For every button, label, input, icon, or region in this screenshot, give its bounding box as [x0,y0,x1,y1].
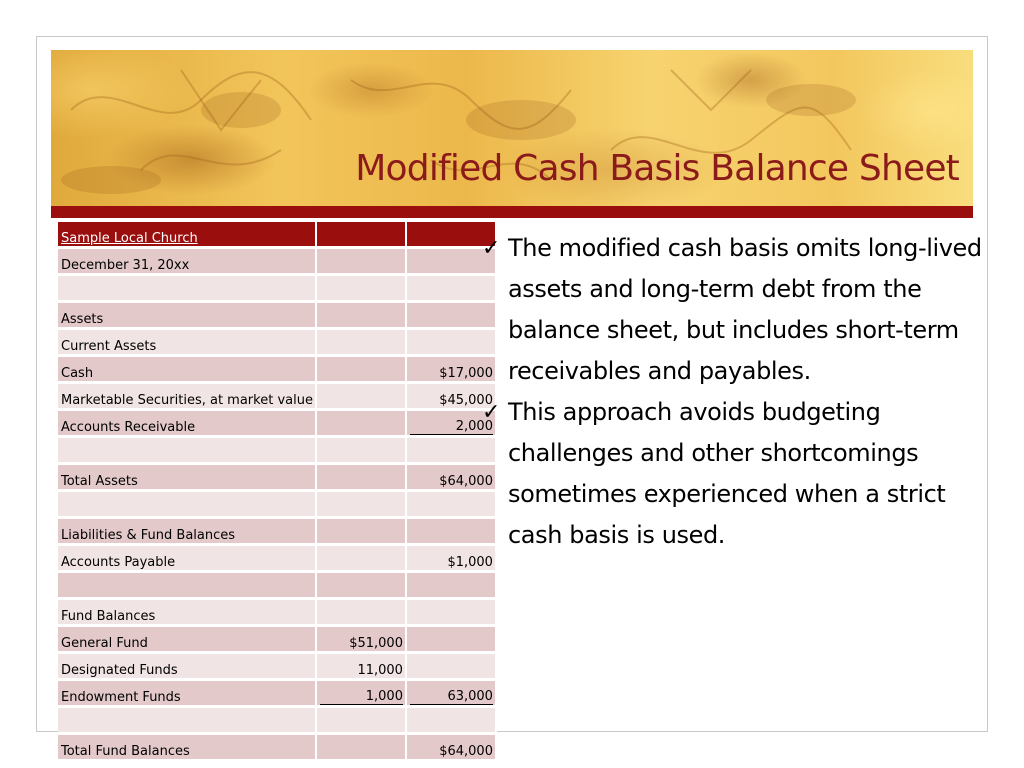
table-cell-label: Endowment Funds [58,680,316,707]
table-cell-col2 [316,599,406,626]
table-row [58,248,496,275]
table-cell-col2 [316,464,406,491]
table-cell-col3: $64,000 [406,734,496,761]
table-cell-label: Cash [58,356,316,383]
table-row [58,707,496,734]
table-cell-label: December 31, 20xx [58,248,316,275]
bullet-text: The modified cash basis omits long-lived assets and long-term debt from the balance sheet, but includes short-term receivables and payables. [508,234,982,385]
underlined-value: 2,000 [410,420,493,435]
table-cell-label [58,437,316,464]
table-cell-col2 [316,302,406,329]
table-cell-col2: $51,000 [316,626,406,653]
bullet-text: This approach avoids budgeting challenges and other shortcomings sometimes experienced when a strict cash basis is used. [508,398,946,549]
table-row [58,545,496,572]
table-cell-col3: $17,000 [406,356,496,383]
table-cell-col2 [316,275,406,302]
table-cell-col2 [316,383,406,410]
table-cell-label [58,491,316,518]
table-row [58,437,496,464]
table-row [58,626,496,653]
underlined-value: 63,000 [410,690,493,705]
table-cell-label: Total Fund Balances [58,734,316,761]
table-row [58,572,496,599]
table-cell-col3: $64,000 [406,464,496,491]
table-cell-col2 [316,680,406,707]
title-underline-bar [51,206,973,218]
table-cell-col2 [316,491,406,518]
table-cell-col2 [316,734,406,761]
table-cell-col2 [316,222,406,248]
bullet-item [482,228,982,392]
table-row [58,383,496,410]
table-row [58,680,496,707]
table-cell-col2 [316,329,406,356]
table-cell-label: Total Assets [58,464,316,491]
table-cell-col3 [406,707,496,734]
checkmark-icon: ✓ [482,400,501,425]
table-cell-label: Marketable Securities, at market value [58,383,316,410]
bullet-list [482,228,982,556]
table-row [58,222,496,248]
slide-title: Modified Cash Basis Balance Sheet [355,148,959,189]
table-row [58,518,496,545]
table-cell-col2 [316,545,406,572]
table-cell-label: Current Assets [58,329,316,356]
table-cell-label [58,707,316,734]
table-cell-label: Sample Local Church [58,222,316,248]
table-cell-col3: $45,000 [406,383,496,410]
table-cell-label: Assets [58,302,316,329]
table-cell-col2 [316,437,406,464]
table-cell-label: Fund Balances [58,599,316,626]
table-cell-col3 [406,572,496,599]
table-cell-label: General Fund [58,626,316,653]
balance-sheet-table [58,222,497,762]
table-cell-col2 [316,356,406,383]
checkmark-icon: ✓ [482,236,501,261]
table-row [58,410,496,437]
table-cell-col2: 11,000 [316,653,406,680]
table-cell-col3 [406,626,496,653]
table-cell-label: Liabilities & Fund Balances [58,518,316,545]
table-cell-col3 [406,653,496,680]
table-row [58,302,496,329]
bullet-item [482,392,982,556]
table-cell-col3 [406,680,496,707]
table-cell-col2 [316,572,406,599]
table-row [58,599,496,626]
table-row [58,329,496,356]
table-row [58,491,496,518]
table-row [58,356,496,383]
table-row [58,464,496,491]
table-cell-label: Designated Funds [58,653,316,680]
table-cell-col3 [406,599,496,626]
table-cell-col2 [316,410,406,437]
table-row [58,653,496,680]
table-row [58,275,496,302]
title-banner [51,50,973,206]
underlined-value: 1,000 [320,690,403,705]
table-cell-label: Accounts Payable [58,545,316,572]
table-cell-label [58,275,316,302]
table-cell-label: Accounts Receivable [58,410,316,437]
table-cell-col2 [316,248,406,275]
table-row [58,734,496,761]
table-cell-col2 [316,707,406,734]
table-cell-col3: $1,000 [406,545,496,572]
table-cell-label [58,572,316,599]
table-cell-col2 [316,518,406,545]
